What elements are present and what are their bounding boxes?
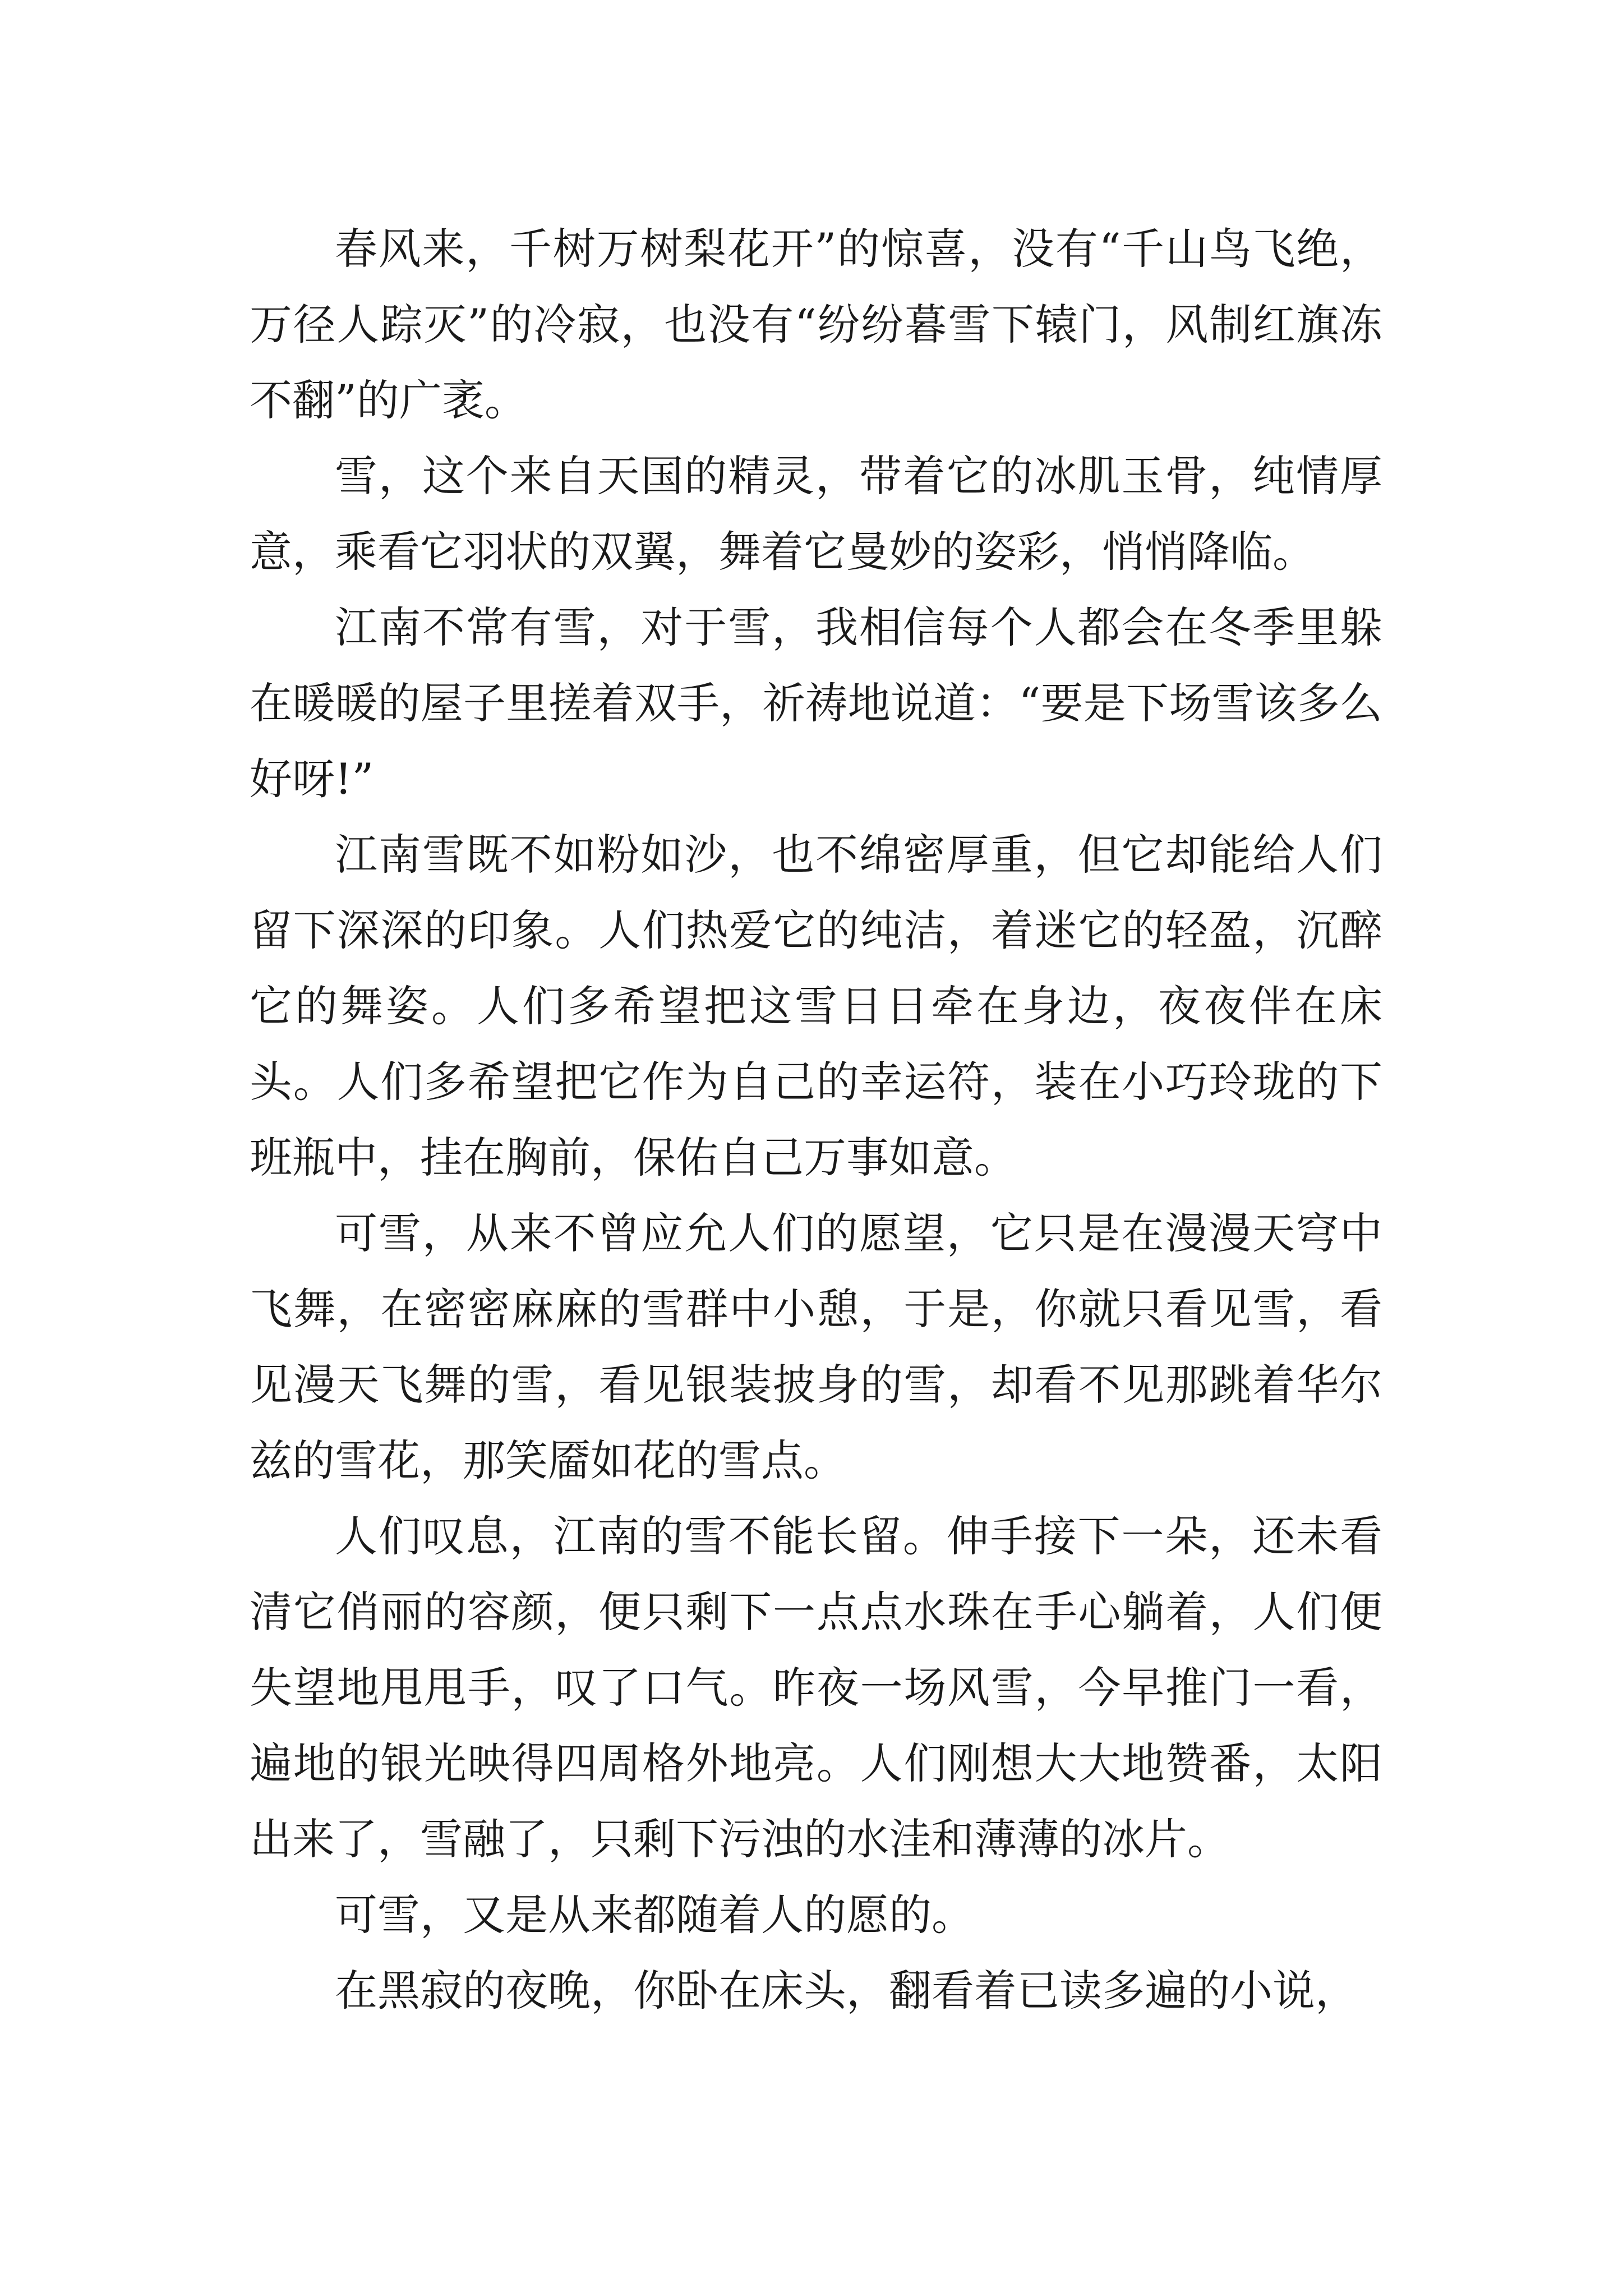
paragraph-8: 在黑寂的夜晚，你卧在床头，翻看着已读多遍的小说， [335, 1966, 1358, 2016]
paragraph-5: 可雪，从来不曾应允人们的愿望，它只是在漫漫天穹中飞舞，在密密麻麻的雪群中小憩，于是，你就只看见雪，看见漫天飞舞的雪，看见银装披身的雪，却看不见那跳着华尔兹的雪花，那笑靥如花的雪点。 [250, 1208, 1382, 1485]
document-body [250, 211, 1382, 2028]
paragraph-6: 人们叹息，江南的雪不能长留。伸手接下一朵，还未看清它俏丽的容颜，便只剩下一点点水珠在手心躺着，人们便失望地甩甩手，叹了口气。昨夜一场风雪，今早推门一看，遍地的银光映得四周格外地亮。人们刚想大大地赞番，太阳出来了，雪融了，只剩下污浊的水洼和薄薄的冰片。 [250, 1511, 1382, 1864]
paragraph-4: 江南雪既不如粉如沙，也不绵密厚重，但它却能给人们留下深深的印象。人们热爱它的纯洁，着迷它的轻盈，沉醉它的舞姿。人们多希望把这雪日日牵在身边，夜夜伴在床头。人们多希望把它作为自己的幸运符，装在小巧玲珑的下班瓶中，挂在胸前，保佑自己万事如意。 [250, 830, 1382, 1182]
paragraph-1: 春风来，千树万树梨花开”的惊喜，没有“千山鸟飞绝，万径人踪灭”的冷寂，也没有“纷纷暮雪下辕门，风制红旗冻不翻”的广袤。 [250, 224, 1382, 425]
paragraph-3: 江南不常有雪，对于雪，我相信每个人都会在冬季里躲在暖暖的屋子里搓着双手，祈祷地说道：“要是下场雪该多么好呀!” [250, 602, 1382, 804]
paragraph-2: 雪，这个来自天国的精灵，带着它的冰肌玉骨，纯情厚意，乘看它羽状的双翼，舞着它曼妙的姿彩，悄悄降临。 [250, 451, 1382, 577]
paragraph-7: 可雪，又是从来都随着人的愿的。 [335, 1890, 974, 1940]
